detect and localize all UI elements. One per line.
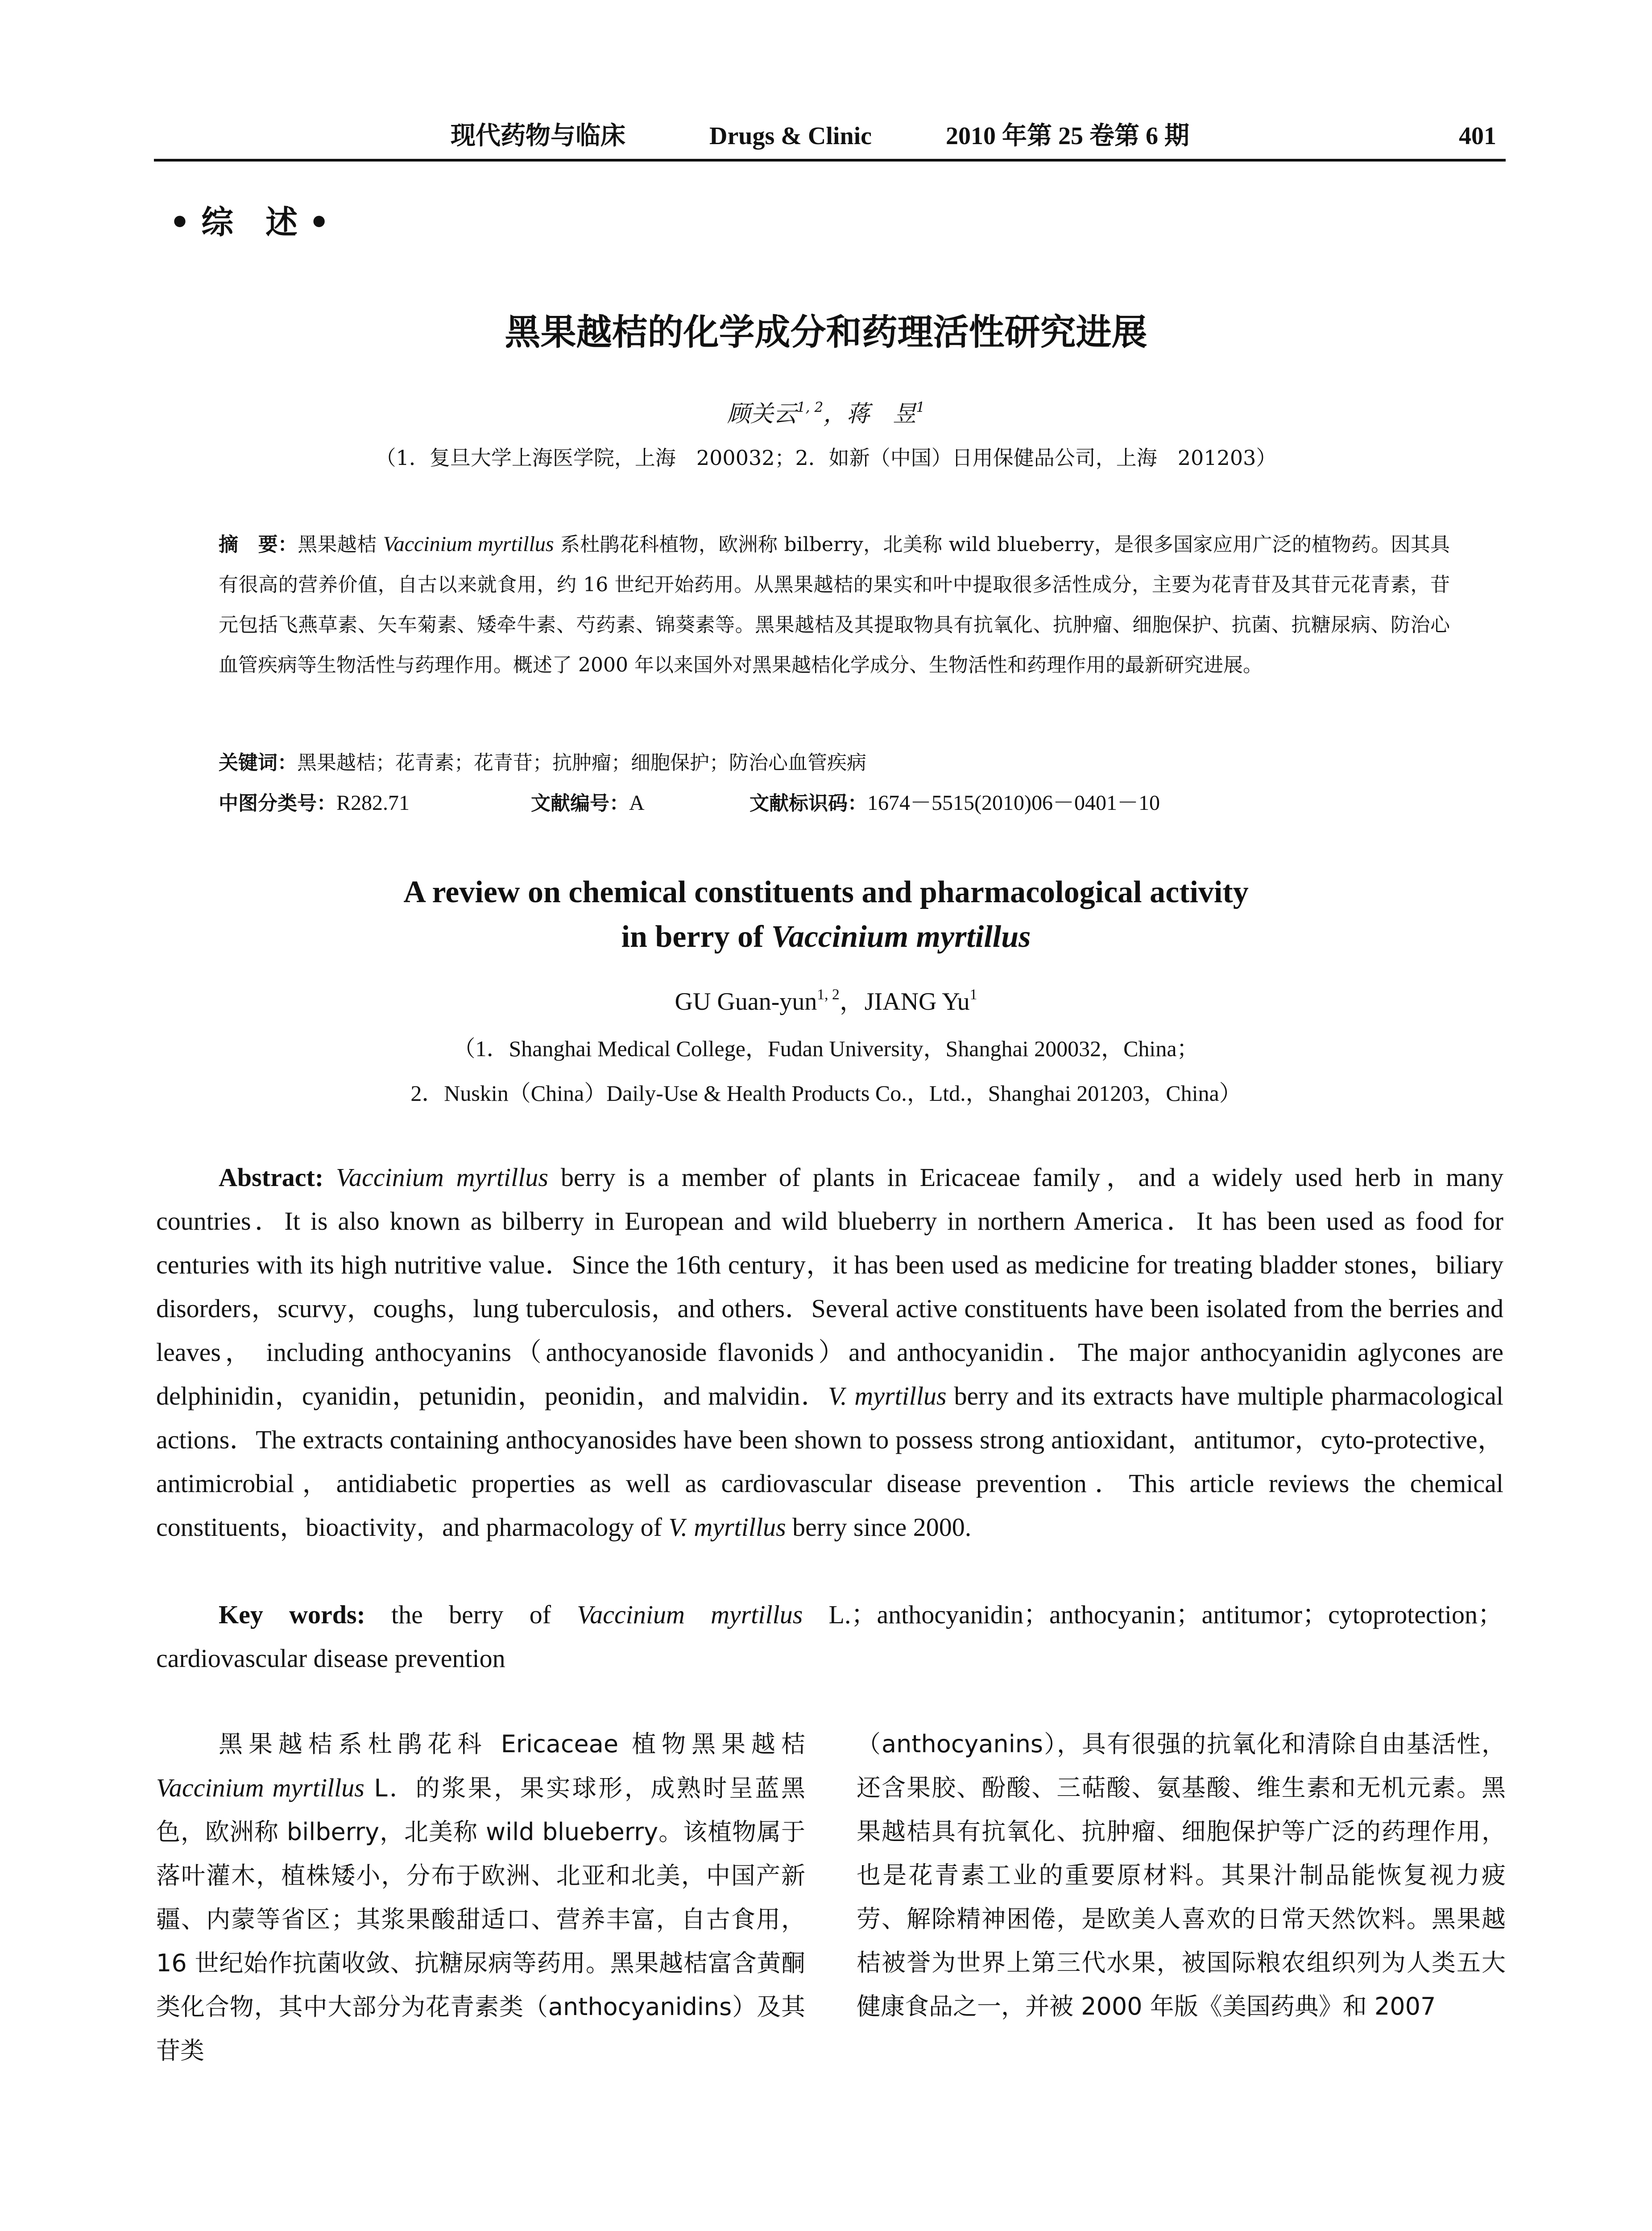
keywords-cn: 关键词：黑果越桔；花青素；花青苷；抗肿瘤；细胞保护；防治心血管疾病	[219, 751, 866, 774]
document-code: 文献编号：A	[531, 791, 645, 815]
issue-info: 2010 年第 25 卷第 6 期	[946, 122, 1189, 150]
abstract-en-label: Abstract:	[219, 1163, 324, 1192]
affiliation-en-2: 2．Nuskin（China）Daily-Use & Health Products Co.，Ltd.，Shanghai 201203，China）	[410, 1081, 1242, 1106]
body-column-right: （anthocyanins），具有很强的抗氧化和清除自由基活性，还含果胶、酚酸、三萜酸、氨基酸、维生素和无机元素。黑果越桔具有抗氧化、抗肿瘤、细胞保护等广泛的药理作用，也是花青素工业的重要原材料。其果汁制品能恢复视力疲劳、解除精神困倦，是欧美人喜欢的日常天然饮料。黑果越桔被誉为世界上第三代水果，被国际粮农组织列为人类五大健康食品之一，并被 2000 年版《美国药典》和 2007	[857, 1730, 1506, 2020]
body-column-left: 黑果越桔系杜鹃花科 Ericaceae 植物黑果越桔 Vaccinium myrtillus L．的浆果，果实球形，成熟时呈蓝黑色，欧洲称 bilberry，北美称 wild blueberry。该植物属于落叶灌木，植株矮小，分布于欧洲、北亚和北美，中国产新疆、内蒙等省区；其浆果酸甜适口、营养丰富，自古食用，16 世纪始作抗菌收敛、抗糖尿病等药用。黑果越桔富含黄酮类化合物，其中大部分为花青素类（anthocyanidins）及其苷类	[156, 1730, 805, 2065]
section-label: • 综 述 •	[170, 203, 330, 241]
header-rule	[154, 159, 1506, 162]
title-cn: 黑果越桔的化学成分和药理活性研究进展	[505, 311, 1147, 353]
clc-number: 中图分类号：R282.71	[219, 791, 410, 815]
keywords-en: Key words: the berry of Vaccinium myrtillus L.；anthocyanidin；anthocyanin；antitumor；cytoprotection；cardiovascular disease prevention	[156, 1600, 1503, 1673]
classification-line	[219, 783, 1450, 824]
author-1-cn: 顾关云	[727, 401, 797, 427]
title-en-line-1: A review on chemical constituents and pharmacological activity	[403, 875, 1249, 909]
abstract-en: Abstract: Vaccinium myrtillus berry is a member of plants in Ericaceae family，and a widely used herb in many countries．It is also known as bilberry in European and wild blueberry in northern America．It has been used as food for centuries with its high nutritive value．Since the 16th century，it has been used as medicine for treating bladder stones，biliary disorders，scurvy，coughs，lung tuberculosis，and others．Several active constituents have been isolated from the berries and leaves， including anthocyanins（anthocyanoside flavonids）and anthocyanidin．The major anthocyanidin aglycones are delphinidin，cyanidin，petunidin，peonidin，and malvidin．V. myrtillus berry and its extracts have multiple pharmacological actions．The extracts containing anthocyanosides have been shown to possess strong antioxidant，antitumor，cyto-protective，antimicrobial，antidiabetic properties as well as cardiovascular disease prevention．This article reviews the chemical constituents，bioactivity，and pharmacology of V. myrtillus berry since 2000.	[156, 1163, 1503, 1542]
affiliation-en-1: （1．Shanghai Medical College，Fudan University，Shanghai 200032，China；	[453, 1036, 1199, 1061]
article-id: 文献标识码：1674－5515(2010)06－0401－10	[749, 791, 1160, 815]
author-1-en: GU Guan-yun	[675, 988, 817, 1016]
journal-name-cn: 现代药物与临床	[451, 122, 625, 150]
abstract-cn-label: 摘 要：	[219, 533, 298, 556]
abstract-cn: 摘 要：黑果越桔 Vaccinium myrtillus 系杜鹃花科植物，欧洲称 bilberry，北美称 wild blueberry，是很多国家应用广泛的植物药。因其具有很高的营养价值，自古以来就食用，约 16 世纪开始药用。从黑果越桔的果实和叶中提取很多活性成分，主要为花青苷及其苷元花青素，苷元包括飞燕草素、矢车菊素、矮牵牛素、芍药素、锦葵素等。黑果越桔及其提取物具有抗氧化、抗肿瘤、细胞保护、抗菌、抗糖尿病、防治心血管疾病等生物活性与药理作用。概述了 2000 年以来国外对黑果越桔化学成分、生物活性和药理作用的最新研究进展。	[219, 532, 1450, 676]
page-number: 401	[1459, 122, 1496, 150]
author-2-en: JIANG Yu	[864, 988, 970, 1016]
authors-en: GU Guan-yun$^{1, 2}$，JIANG Yu$^1$	[675, 986, 977, 1016]
title-en-line-2: in berry of Vaccinium myrtillus	[621, 920, 1031, 954]
author-2-cn: 蒋 昱	[846, 401, 916, 427]
authors-cn: 顾关云$^{1, 2}$，蒋 昱$^1$	[727, 399, 925, 427]
journal-name-en: Drugs & Clinic	[709, 122, 872, 150]
author-1-sup: 1, 2	[796, 399, 824, 416]
affiliation-cn: （1．复旦大学上海医学院，上海 200032；2．如新（中国）日用保健品公司，上海 201203）	[375, 446, 1277, 470]
author-2-sup: 1	[916, 399, 925, 416]
title-en	[0, 870, 1652, 959]
keywords-cn-label: 关键词：	[219, 751, 297, 774]
keywords-en-label: Key words:	[219, 1600, 365, 1629]
